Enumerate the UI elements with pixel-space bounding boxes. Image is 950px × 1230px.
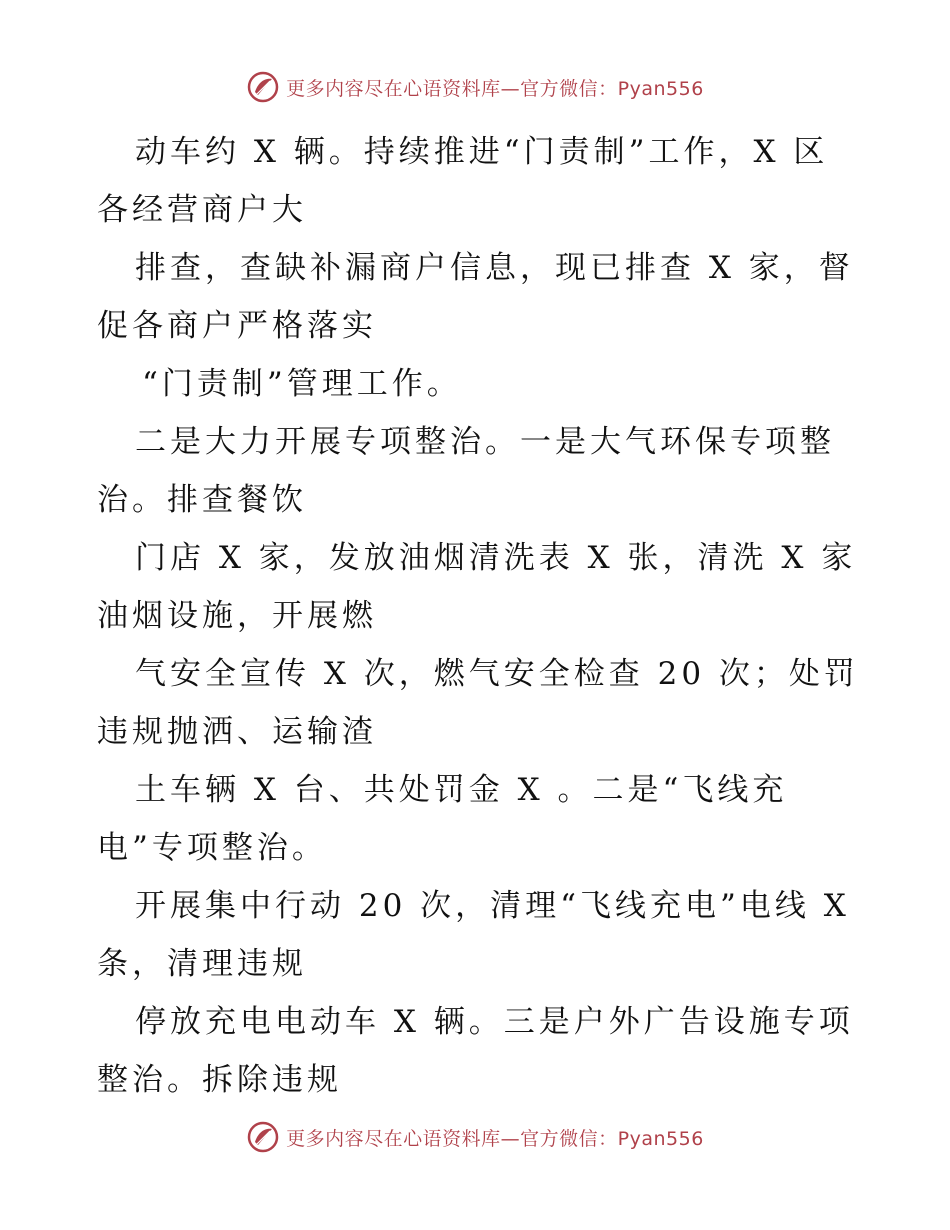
text-line: 气安全宣传 X 次，燃气安全检查 20 次；处罚 [135,656,859,692]
text-line: 停放充电电动车 X 辆。三是户外广告设施专项 [135,1004,854,1040]
text-line: 条，清理违规 [97,946,307,982]
text-line: 门店 X 家，发放油烟清洗表 X 张，清洗 X 家 [135,540,857,576]
text-line: 促各商户严格落实 [97,308,377,344]
text-line: “门责制”管理工作。 [142,366,462,402]
text-line: 各经营商户大 [97,192,307,228]
brand-logo-icon [246,1120,280,1154]
text-line: 土车辆 X 台、共处罚金 X 。二是“飞线充 [135,772,788,808]
text-line: 二是大力开展专项整治。一是大气环保专项整 [135,424,835,460]
text-line: 排查，查缺补漏商户信息，现已排查 X 家，督 [135,250,854,286]
text-line: 动车约 X 辆。持续推进“门责制”工作，X 区 [135,134,829,170]
text-line: 整治。拆除违规 [97,1062,342,1098]
text-line: 违规抛洒、运输渣 [97,714,377,750]
text-line: 电”专项整治。 [97,830,327,866]
text-line: 油烟设施，开展燃 [97,598,377,634]
document-body [97,123,857,1109]
watermark-text: 更多内容尽在心语资料库—官方微信：Pyan556 [286,77,704,100]
text-line: 治。排查餐饮 [97,482,307,518]
brand-logo-icon [246,70,280,104]
watermark-header [0,70,950,104]
text-line: 开展集中行动 20 次，清理“飞线充电”电线 X [135,888,850,924]
watermark-footer [0,1120,950,1154]
watermark-text: 更多内容尽在心语资料库—官方微信：Pyan556 [286,1127,704,1150]
